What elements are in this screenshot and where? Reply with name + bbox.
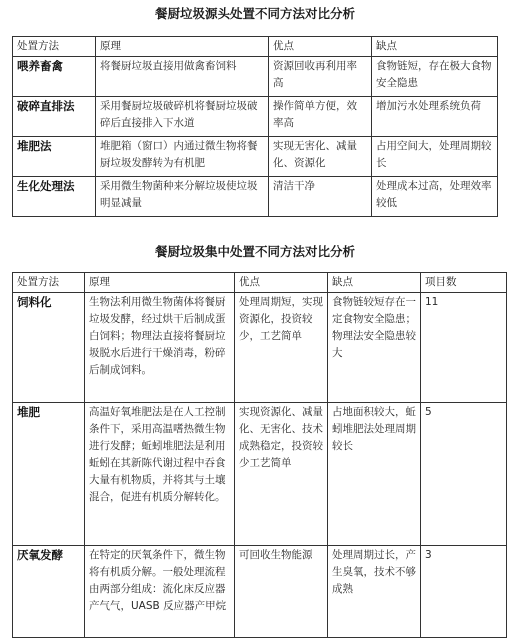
pros-cell: 资源回收再利用率高 xyxy=(269,57,372,97)
principle-cell: 将餐厨垃圾直接用做禽畜饲料 xyxy=(96,57,269,97)
centralized-treatment-table xyxy=(12,272,507,638)
header-pros: 优点 xyxy=(235,273,328,293)
count-cell: 3 xyxy=(421,546,507,638)
pros-cell: 处理周期短，实现资源化，投资较少，工艺简单 xyxy=(235,293,328,403)
header-cons: 缺点 xyxy=(372,37,498,57)
header-principle: 原理 xyxy=(96,37,269,57)
table-row xyxy=(13,293,507,403)
header-count: 项目数 xyxy=(421,273,507,293)
header-method: 处置方法 xyxy=(13,273,85,293)
section1-title: 餐厨垃圾源头处置不同方法对比分析 xyxy=(154,6,355,21)
principle-cell: 生物法利用微生物菌体将餐厨垃圾发酵，经过烘干后制成蛋白饲料；物理法直接将餐厨垃圾脱水后进行干燥消毒，粉碎后制成饲料。 xyxy=(85,293,235,403)
pros-cell: 实现无害化、减量化、资源化 xyxy=(269,137,372,177)
method-cell: 堆肥 xyxy=(13,403,85,546)
principle-cell: 在特定的厌氧条件下，微生物将有机质分解。一般处理流程由两部分组成：流化床反应器产气气，UASB 反应器产甲烷 xyxy=(85,546,235,638)
method-cell: 生化处理法 xyxy=(13,177,96,217)
principle-cell: 堆肥箱（窗口）内通过微生物将餐厨垃圾发酵转为有机肥 xyxy=(96,137,269,177)
cons-cell: 占用空间大，处理周期较长 xyxy=(372,137,498,177)
count-cell: 11 xyxy=(421,293,507,403)
cons-cell: 食物链较短存在一定食物安全隐患；物理法安全隐患较大 xyxy=(328,293,421,403)
section2-title: 餐厨垃圾集中处置不同方法对比分析 xyxy=(154,244,355,259)
header-principle: 原理 xyxy=(85,273,235,293)
table-row xyxy=(13,137,498,177)
header-cons: 缺点 xyxy=(328,273,421,293)
table-row xyxy=(13,177,498,217)
pros-cell: 清洁干净 xyxy=(269,177,372,217)
header-method: 处置方法 xyxy=(13,37,96,57)
method-cell: 喂养畜禽 xyxy=(13,57,96,97)
cons-cell: 处理周期过长，产生臭氧，技术不够成熟 xyxy=(328,546,421,638)
method-cell: 破碎直排法 xyxy=(13,97,96,137)
method-cell: 堆肥法 xyxy=(13,137,96,177)
table-row xyxy=(13,97,498,137)
pros-cell: 实现资源化、减量化、无害化、技术成熟稳定，投资较少工艺简单 xyxy=(235,403,328,546)
pros-cell: 操作简单方便，效率高 xyxy=(269,97,372,137)
cons-cell: 处理成本过高，处理效率较低 xyxy=(372,177,498,217)
cons-cell: 增加污水处理系统负荷 xyxy=(372,97,498,137)
principle-cell: 采用微生物菌种来分解垃圾使垃圾明显减量 xyxy=(96,177,269,217)
table-row xyxy=(13,403,507,546)
principle-cell: 采用餐厨垃圾破碎机将餐厨垃圾破碎后直接排入下水道 xyxy=(96,97,269,137)
cons-cell: 占地面积较大，蚯蚓堆肥法处理周期较长 xyxy=(328,403,421,546)
source-treatment-table xyxy=(12,36,498,217)
principle-cell: 高温好氧堆肥法是在人工控制条件下，采用高温嗜热微生物进行发酵；蚯蚓堆肥法是利用蚯蚓在其新陈代谢过程中吞食大量有机物质，并将其与土壤混合，促进有机质分解转化。 xyxy=(85,403,235,546)
table-row xyxy=(13,57,498,97)
cons-cell: 食物链短，存在极大食物安全隐患 xyxy=(372,57,498,97)
method-cell: 饲料化 xyxy=(13,293,85,403)
method-cell: 厌氧发酵 xyxy=(13,546,85,638)
table-header-row xyxy=(13,273,507,293)
table-header-row xyxy=(13,37,498,57)
header-pros: 优点 xyxy=(269,37,372,57)
pros-cell: 可回收生物能源 xyxy=(235,546,328,638)
table-row xyxy=(13,546,507,638)
count-cell: 5 xyxy=(421,403,507,546)
